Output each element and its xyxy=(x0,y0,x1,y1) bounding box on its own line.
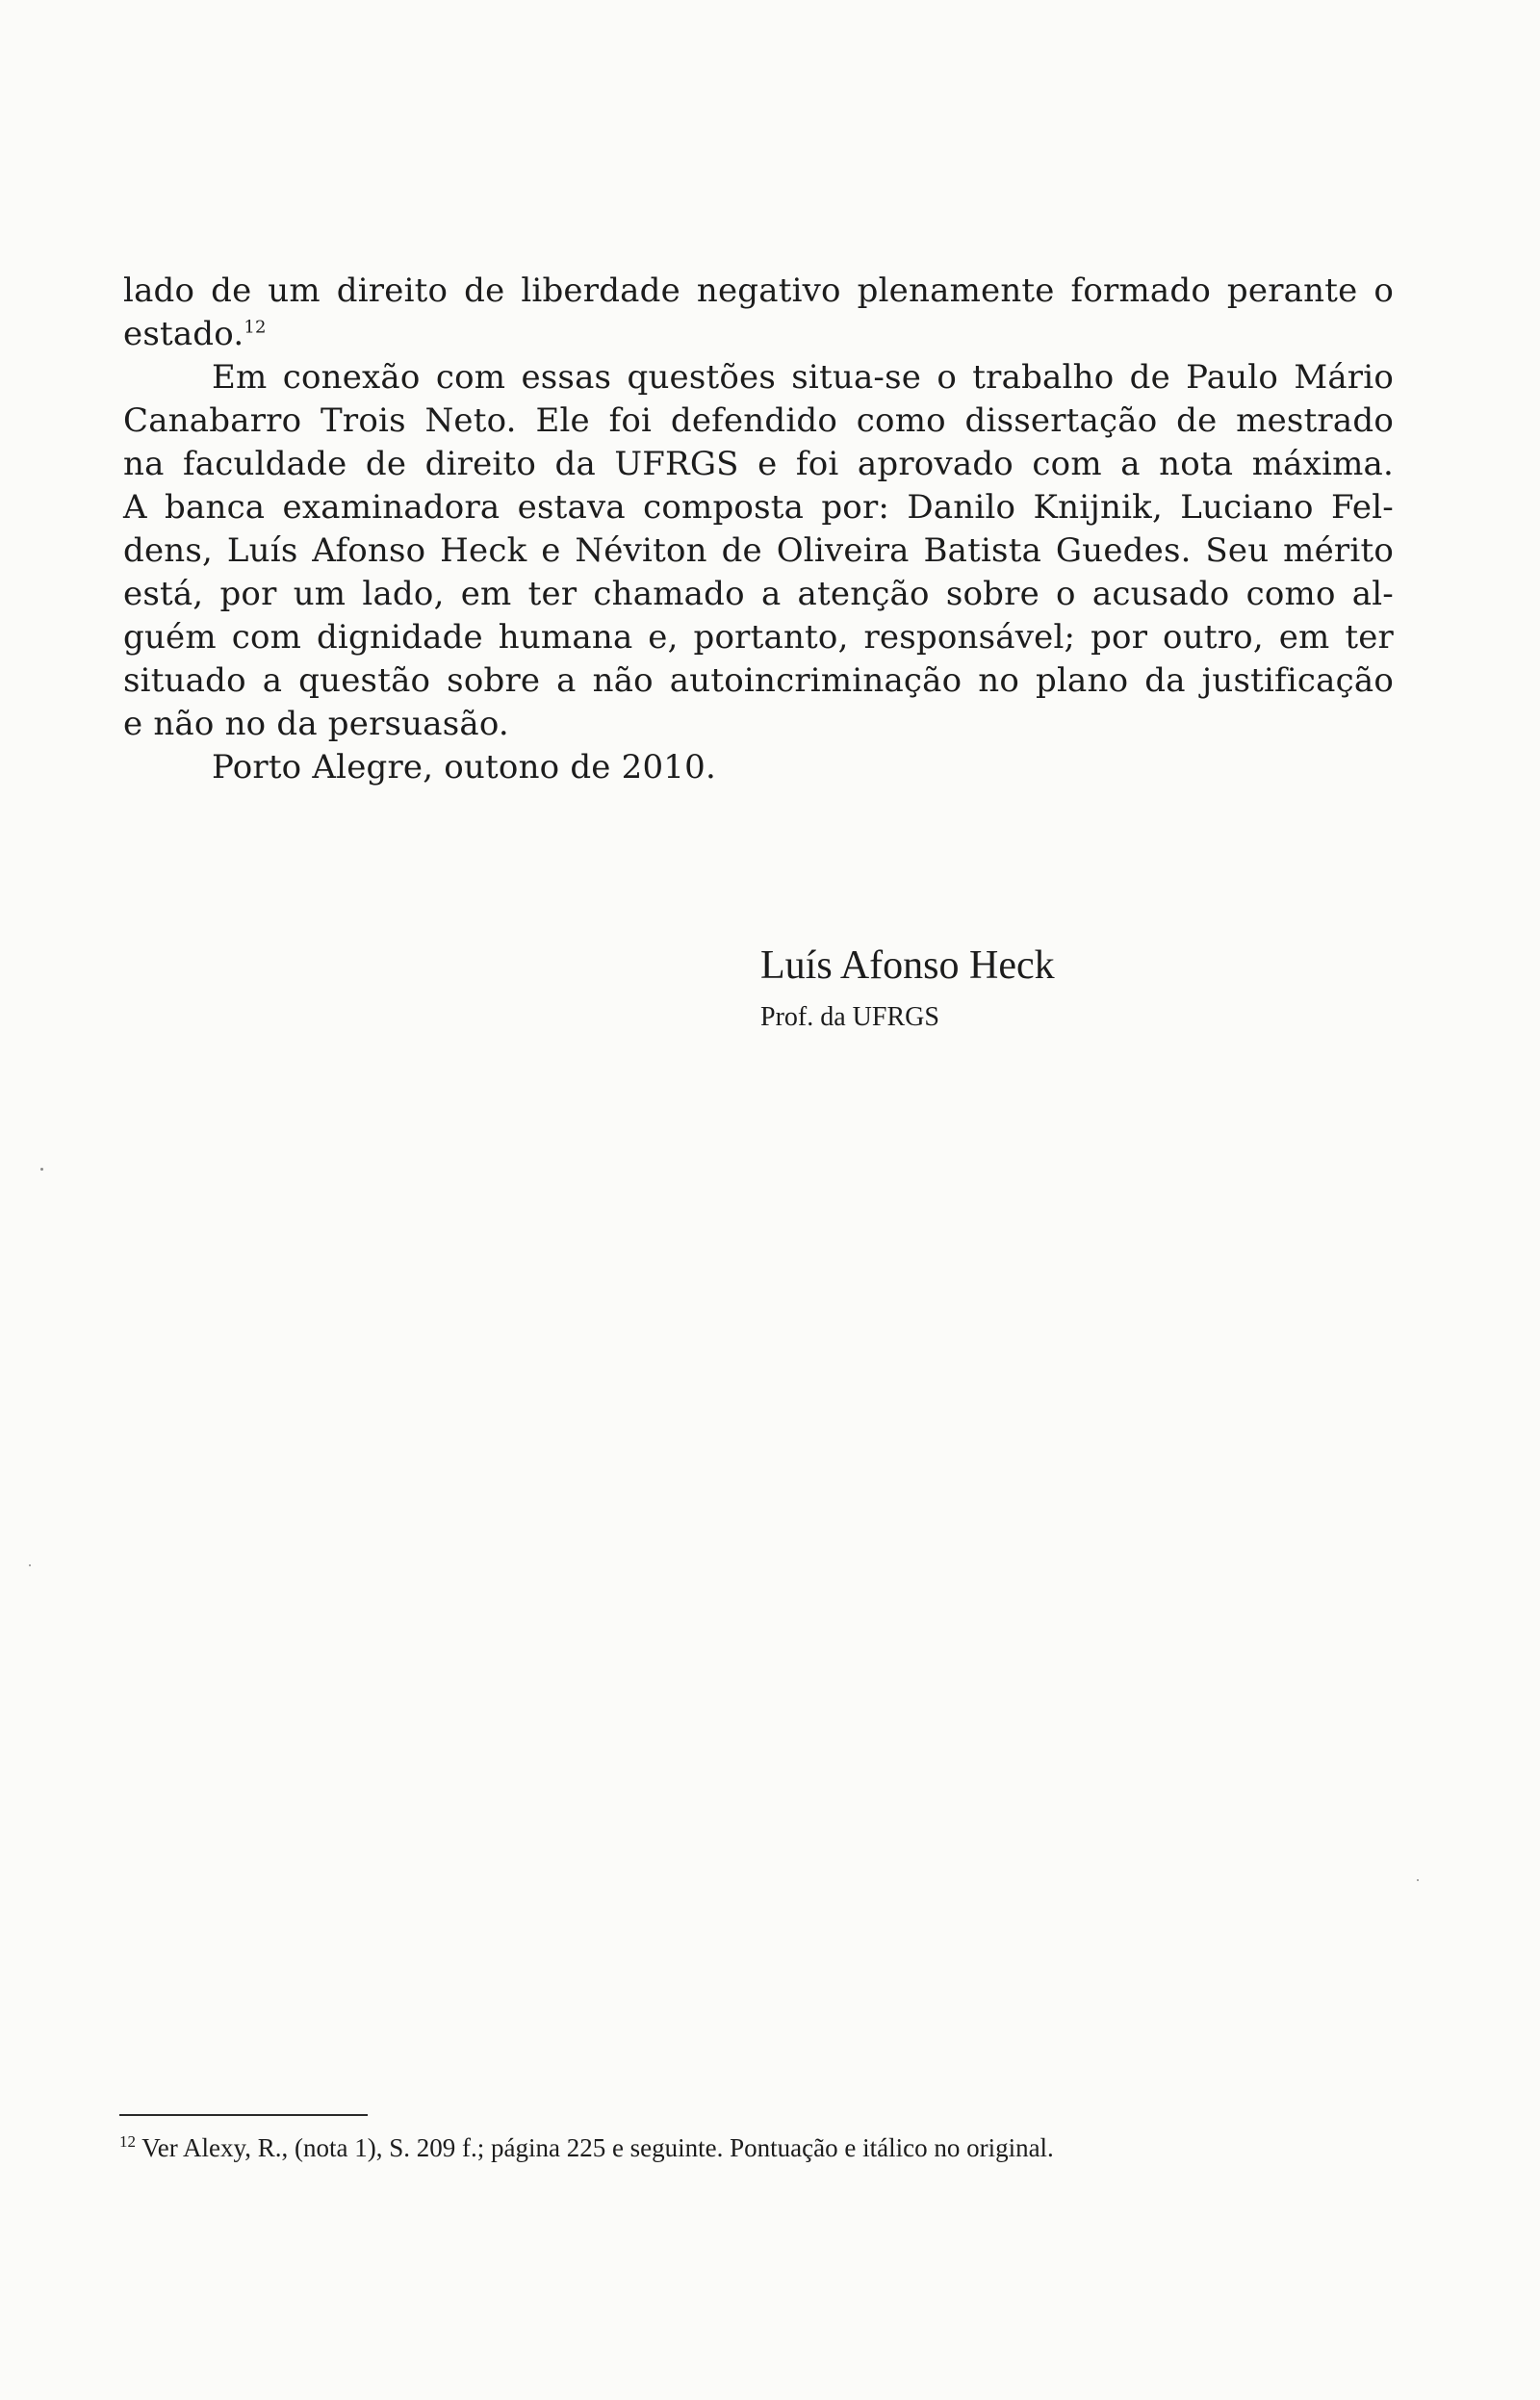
body-line: na faculdade de direito da UFRGS e foi aprovado com a nota máxima. xyxy=(123,445,1394,483)
signature-block xyxy=(760,939,1055,1037)
body-line-with-footnote-ref xyxy=(123,313,1394,356)
body-line: lado de um direito de liberdade negativo plenamente formado perante o xyxy=(123,271,1394,310)
footnote-number: 12 xyxy=(119,2132,136,2151)
scan-speck xyxy=(40,1168,43,1171)
scan-speck xyxy=(1417,1879,1419,1881)
body-line: A banca examinadora estava composta por: Danilo Knijnik, Luciano Fel- xyxy=(123,488,1394,527)
footnote-reference: 12 xyxy=(244,317,267,338)
body-line: Canabarro Trois Neto. Ele foi defendido como dissertação de mestrado xyxy=(123,401,1394,440)
body-line: Em conexão com essas questões situa-se o trabalho de Paulo Mário xyxy=(212,358,1394,397)
body-line: e não no da persuasão. xyxy=(123,705,509,743)
body-text xyxy=(123,270,1394,789)
body-line: está, por um lado, em ter chamado a atenção sobre o acusado como al- xyxy=(123,575,1394,613)
body-line: estado. xyxy=(123,315,244,353)
author-role: Prof. da UFRGS xyxy=(760,1002,939,1032)
author-name: Luís Afonso Heck xyxy=(760,943,1055,988)
footnote xyxy=(119,2130,1054,2165)
place-date-line: Porto Alegre, outono de 2010. xyxy=(212,748,716,787)
body-line: guém com dignidade humana e, portanto, responsável; por outro, em ter xyxy=(123,618,1394,657)
scan-speck xyxy=(29,1564,31,1566)
footnote-divider xyxy=(119,2114,368,2116)
body-line: situado a questão sobre a não autoincriminação no plano da justificação xyxy=(123,661,1394,700)
body-line: dens, Luís Afonso Heck e Néviton de Oliveira Batista Guedes. Seu mérito xyxy=(123,531,1394,570)
footnote-text: Ver Alexy, R., (nota 1), S. 209 f.; página 225 e seguinte. Pontuação e itálico no original. xyxy=(141,2133,1054,2162)
